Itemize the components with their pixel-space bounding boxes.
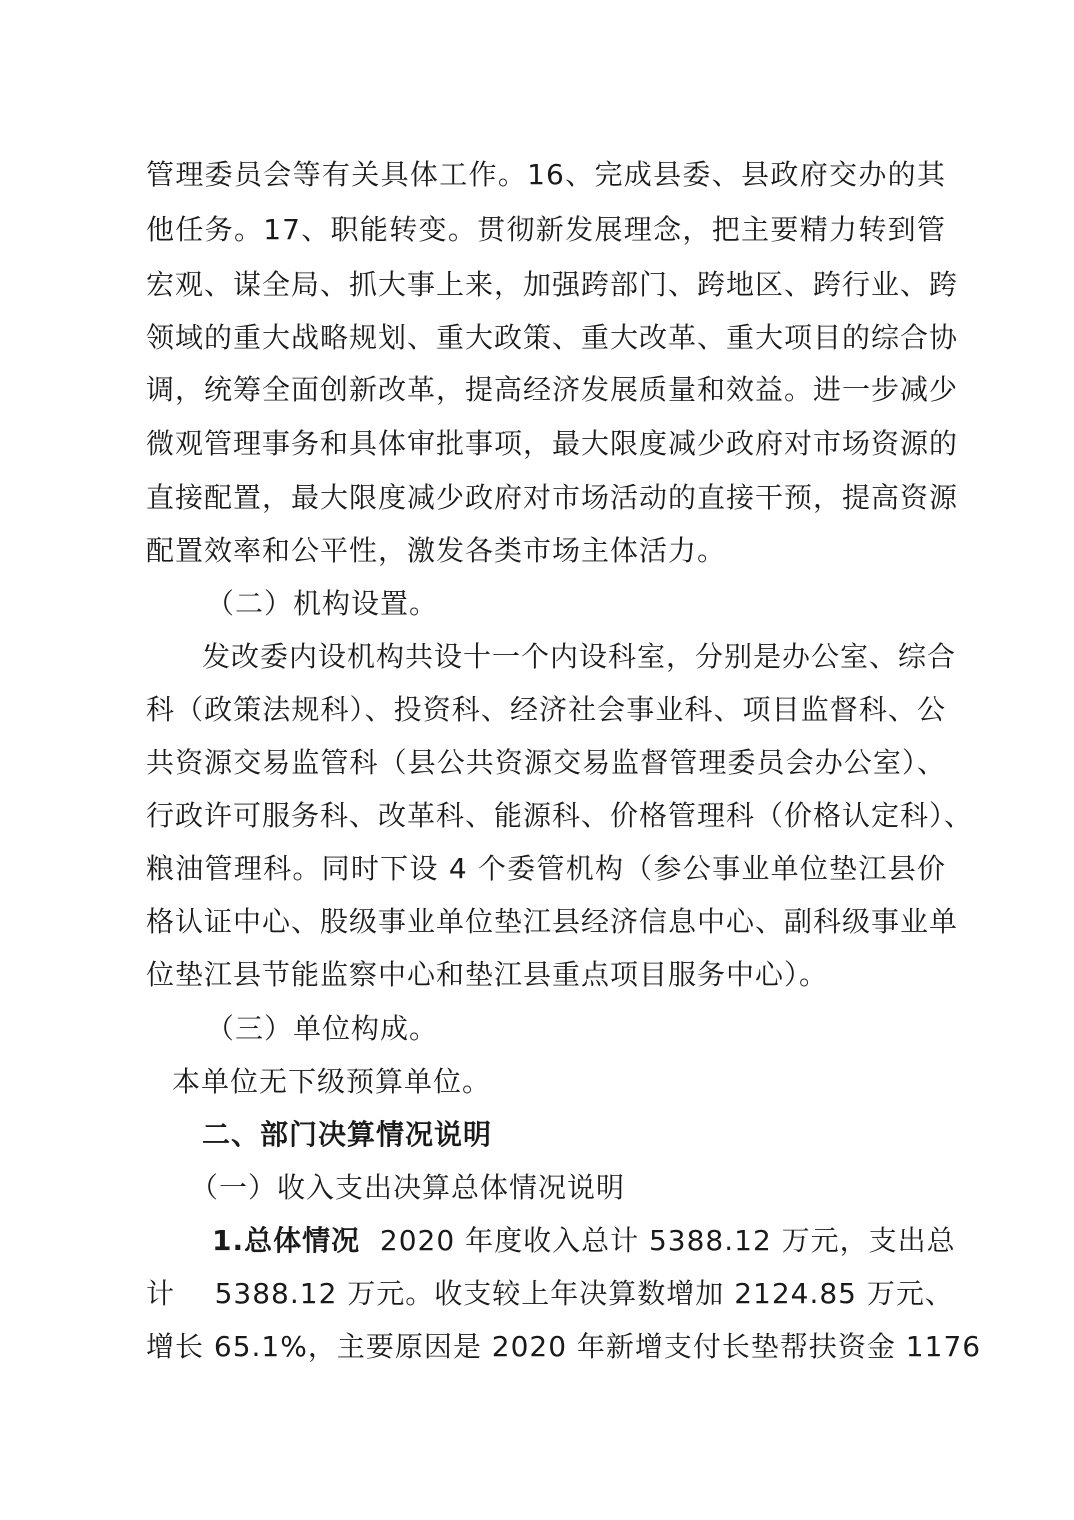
paragraph-line: 领域的重大战略规划、重大政策、重大改革、重大项目的综合协	[146, 321, 959, 354]
paragraph-line: 行政许可服务科、改革科、能源科、价格管理科（价格认定科）、	[146, 799, 974, 832]
paragraph-line: 位垫江县节能监察中心和垫江县重点项目服务中心）。	[146, 958, 829, 991]
paragraph-line: 他任务。17、职能转变。贯彻新发展理念，把主要精力转到管	[146, 213, 946, 246]
paragraph-line: 微观管理事务和具体审批事项，最大限度减少政府对市场资源的	[146, 427, 959, 460]
paragraph-line: 调，统筹全面创新改革，提高经济发展质量和效益。进一步减少	[146, 373, 959, 406]
overall-line-1	[212, 1221, 956, 1261]
paragraph-line: 直接配置，最大限度减少政府对市场活动的直接干预，提高资源	[146, 481, 959, 514]
paragraph-line: 科（政策法规科）、投资科、经济社会事业科、项目监督科、公	[146, 693, 946, 726]
paragraph-line: 管理委员会等有关具体工作。16、完成县委、县政府交办的其	[146, 158, 946, 191]
section-heading-unit-composition: （三）单位构成。	[206, 1012, 439, 1045]
overall-text: 2020 年度收入总计 5388.12 万元，支出总	[360, 1224, 956, 1257]
overall-label: 1.总体情况	[212, 1224, 361, 1257]
paragraph-line: 共资源交易监管科（县公共资源交易监督管理委员会办公室）、	[146, 746, 946, 779]
section-heading-org-setup: （二）机构设置。	[206, 587, 439, 620]
sub-heading-income-expenditure: （一）收入支出决算总体情况说明	[190, 1171, 626, 1204]
paragraph-line: 发改委内设机构共设十一个内设科室，分别是办公室、综合	[202, 640, 957, 673]
overall-line-3: 增长 65.1%，主要原因是 2020 年新增支付长垫帮扶资金 1176	[146, 1330, 982, 1363]
paragraph-line: 粮油管理科。同时下设 4 个委管机构（参公事业单位垫江县价	[146, 852, 946, 885]
paragraph-line: 宏观、谋全局、抓大事上来，加强跨部门、跨地区、跨行业、跨	[146, 268, 959, 301]
paragraph-line: 配置效率和公平性，激发各类市场主体活力。	[146, 534, 727, 567]
paragraph-line: 本单位无下级预算单位。	[172, 1065, 492, 1098]
part-heading-final-accounts: 二、部门决算情况说明	[202, 1118, 493, 1151]
overall-line-2: 计 5388.12 万元。收支较上年决算数增加 2124.85 万元、	[146, 1277, 954, 1310]
paragraph-line: 格认证中心、股级事业单位垫江县经济信息中心、副科级事业单	[146, 905, 959, 938]
